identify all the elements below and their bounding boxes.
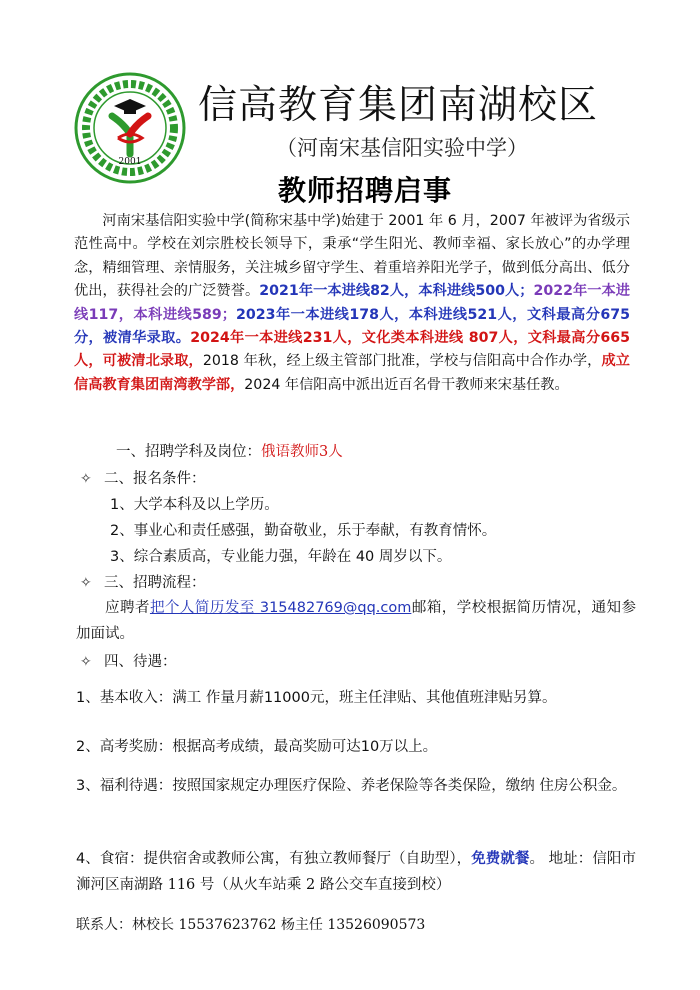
section-requirements-label: 二、报名条件： bbox=[104, 471, 206, 487]
intro-2018: 2018 年秋，经上级主管部门批准，学校与信阳高中合作办学， bbox=[202, 353, 602, 370]
free-meals: 免费就餐 bbox=[471, 851, 530, 867]
diamond-icon: ✧ bbox=[80, 575, 92, 591]
address-text: 。 地址：信阳市浉河区南湖路 116 号（从火车站乘 2 路公交车直接到校） bbox=[76, 851, 636, 893]
intro-paragraph bbox=[74, 210, 630, 397]
section-process bbox=[80, 571, 206, 592]
intro-2024: 2024年一本进线231人，文化类本科进线 807人，文科最高分665人，可被清北录取， bbox=[74, 330, 630, 370]
intro-2021: 2021年一本进线82人，本科进线500人； bbox=[259, 283, 534, 300]
page-title: 信高教育集团南湖校区 bbox=[198, 83, 599, 128]
process-pre: 应聘者 bbox=[105, 600, 150, 616]
diamond-icon: ✧ bbox=[80, 471, 92, 487]
intro-text: 河南宋基信阳实验中学(简称宋基中学)始建于 2001 年 6 月，2007 年被评为省级示范性高中。学校在刘宗胜校长领导下，秉承“学生阳光、教师幸福、家长放心”的办学理念，精细管理、亲情服务，关注城乡留守学生、着重培养阳光学子，做到低分高出、低分优出，获得社会的广泛赞誉。 bbox=[74, 213, 630, 300]
resume-email-link[interactable]: 把个人简历发至 315482769@qq.com bbox=[149, 600, 412, 616]
page-subtitle: （河南宋基信阳实验中学） bbox=[276, 136, 528, 160]
process-post: 邮箱，学校根据简历情况，通知参加面试。 bbox=[76, 600, 637, 642]
requirement-item: 2、事业心和责任感强，勤奋敬业，乐于奉献，有教育情怀。 bbox=[110, 523, 497, 539]
intro-2023: 2023年一本进线178人，本科进线521人，文科最高分675分，被清华录取。 bbox=[74, 306, 630, 347]
intro-2022: 2022年一本进线117，本科进线589； bbox=[74, 283, 630, 323]
process-text bbox=[76, 595, 636, 647]
benefit-item: 1、基本收入：满工 作量月薪11000元，班主任津贴、其他值班津贴另算。 bbox=[76, 690, 557, 706]
section-requirements bbox=[80, 467, 206, 488]
section-positions-label: 一、招聘学科及岗位： bbox=[116, 444, 261, 460]
intro-group: 成立信高教育集团南湾教学部， bbox=[74, 353, 630, 393]
section-benefits bbox=[80, 650, 177, 671]
section-benefits-label: 四、待遇： bbox=[104, 654, 177, 670]
school-logo bbox=[74, 72, 186, 184]
logo-year: 2001 bbox=[118, 157, 142, 167]
section-positions-value: 俄语教师3人 bbox=[261, 444, 343, 460]
contact-info: 联系人：林校长 15537623762 杨主任 13526090573 bbox=[76, 917, 426, 933]
intro-end: 2024 年信阳高中派出近百名骨干教师来宋基任教。 bbox=[244, 376, 569, 393]
benefit-item: 2、高考奖励：根据高考成绩，最高奖励可达10万以上。 bbox=[76, 739, 438, 755]
benefit-item bbox=[76, 846, 636, 898]
requirement-item: 3、综合素质高，专业能力强，年龄在 40 周岁以下。 bbox=[110, 549, 452, 565]
diamond-icon: ✧ bbox=[80, 654, 92, 670]
notice-heading: 教师招聘启事 bbox=[277, 174, 452, 207]
benefit-meals-text: 4、食宿：提供宿舍或教师公寓，有独立教师餐厅（自助型）， bbox=[76, 851, 472, 867]
section-process-label: 三、招聘流程： bbox=[104, 575, 206, 591]
requirement-item: 1、大学本科及以上学历。 bbox=[110, 497, 279, 513]
section-positions bbox=[116, 440, 343, 461]
benefit-item: 3、福利待遇：按照国家规定办理医疗保险、养老保险等各类保险，缴纳 住房公积金。 bbox=[76, 778, 627, 794]
